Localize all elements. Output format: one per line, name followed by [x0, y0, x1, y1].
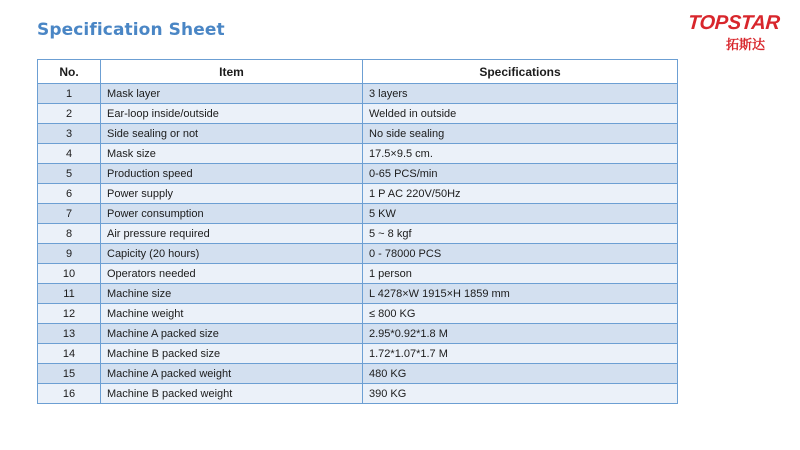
row-number: 11 [38, 284, 101, 304]
table-row [38, 264, 678, 284]
table-header-row [38, 60, 678, 84]
topstar-logo [688, 12, 784, 52]
table-row [38, 244, 678, 264]
row-item: Power supply [101, 184, 363, 204]
row-number: 2 [38, 104, 101, 124]
row-item: Operators needed [101, 264, 363, 284]
table-row [38, 184, 678, 204]
table-row [38, 164, 678, 184]
row-number: 7 [38, 204, 101, 224]
row-number: 15 [38, 364, 101, 384]
row-number: 13 [38, 324, 101, 344]
row-number: 1 [38, 84, 101, 104]
row-item: Machine A packed size [101, 324, 363, 344]
row-item: Power consumption [101, 204, 363, 224]
row-spec: 0-65 PCS/min [363, 164, 678, 184]
table-row [38, 104, 678, 124]
row-spec: 390 KG [363, 384, 678, 404]
row-spec: L 4278×W 1915×H 1859 mm [363, 284, 678, 304]
row-item: Machine A packed weight [101, 364, 363, 384]
specification-table [37, 59, 678, 404]
table-row [38, 284, 678, 304]
row-item: Air pressure required [101, 224, 363, 244]
row-item: Machine weight [101, 304, 363, 324]
table-row [38, 224, 678, 244]
table-row [38, 144, 678, 164]
row-number: 6 [38, 184, 101, 204]
row-number: 5 [38, 164, 101, 184]
row-spec: 5 ~ 8 kgf [363, 224, 678, 244]
table-row [38, 324, 678, 344]
row-spec: 5 KW [363, 204, 678, 224]
logo-chinese-name: 拓斯达 [726, 38, 766, 53]
row-spec: No side sealing [363, 124, 678, 144]
row-number: 12 [38, 304, 101, 324]
row-number: 14 [38, 344, 101, 364]
row-item: Ear-loop inside/outside [101, 104, 363, 124]
row-spec: 1 person [363, 264, 678, 284]
row-item: Mask size [101, 144, 363, 164]
header-no: No. [38, 60, 101, 84]
row-spec: 1.72*1.07*1.7 M [363, 344, 678, 364]
row-item: Capicity (20 hours) [101, 244, 363, 264]
row-spec: Welded in outside [363, 104, 678, 124]
logo-wordmark: TOPSTAR [687, 12, 781, 34]
table-row [38, 304, 678, 324]
table-row [38, 344, 678, 364]
row-item: Machine size [101, 284, 363, 304]
row-item: Machine B packed weight [101, 384, 363, 404]
row-item: Side sealing or not [101, 124, 363, 144]
table-row [38, 384, 678, 404]
header-specifications: Specifications [363, 60, 678, 84]
row-spec: 17.5×9.5 cm. [363, 144, 678, 164]
row-spec: 0 - 78000 PCS [363, 244, 678, 264]
table-row [38, 124, 678, 144]
row-number: 8 [38, 224, 101, 244]
row-item: Production speed [101, 164, 363, 184]
row-spec: 480 KG [363, 364, 678, 384]
row-number: 16 [38, 384, 101, 404]
row-spec: 1 P AC 220V/50Hz [363, 184, 678, 204]
row-number: 10 [38, 264, 101, 284]
table-row [38, 204, 678, 224]
row-item: Machine B packed size [101, 344, 363, 364]
row-spec: 2.95*0.92*1.8 M [363, 324, 678, 344]
row-spec: 3 layers [363, 84, 678, 104]
row-number: 4 [38, 144, 101, 164]
header-item: Item [101, 60, 363, 84]
table-row [38, 84, 678, 104]
row-number: 3 [38, 124, 101, 144]
row-spec: ≤ 800 KG [363, 304, 678, 324]
table-row [38, 364, 678, 384]
page-title: Specification Sheet [37, 20, 225, 40]
row-number: 9 [38, 244, 101, 264]
row-item: Mask layer [101, 84, 363, 104]
